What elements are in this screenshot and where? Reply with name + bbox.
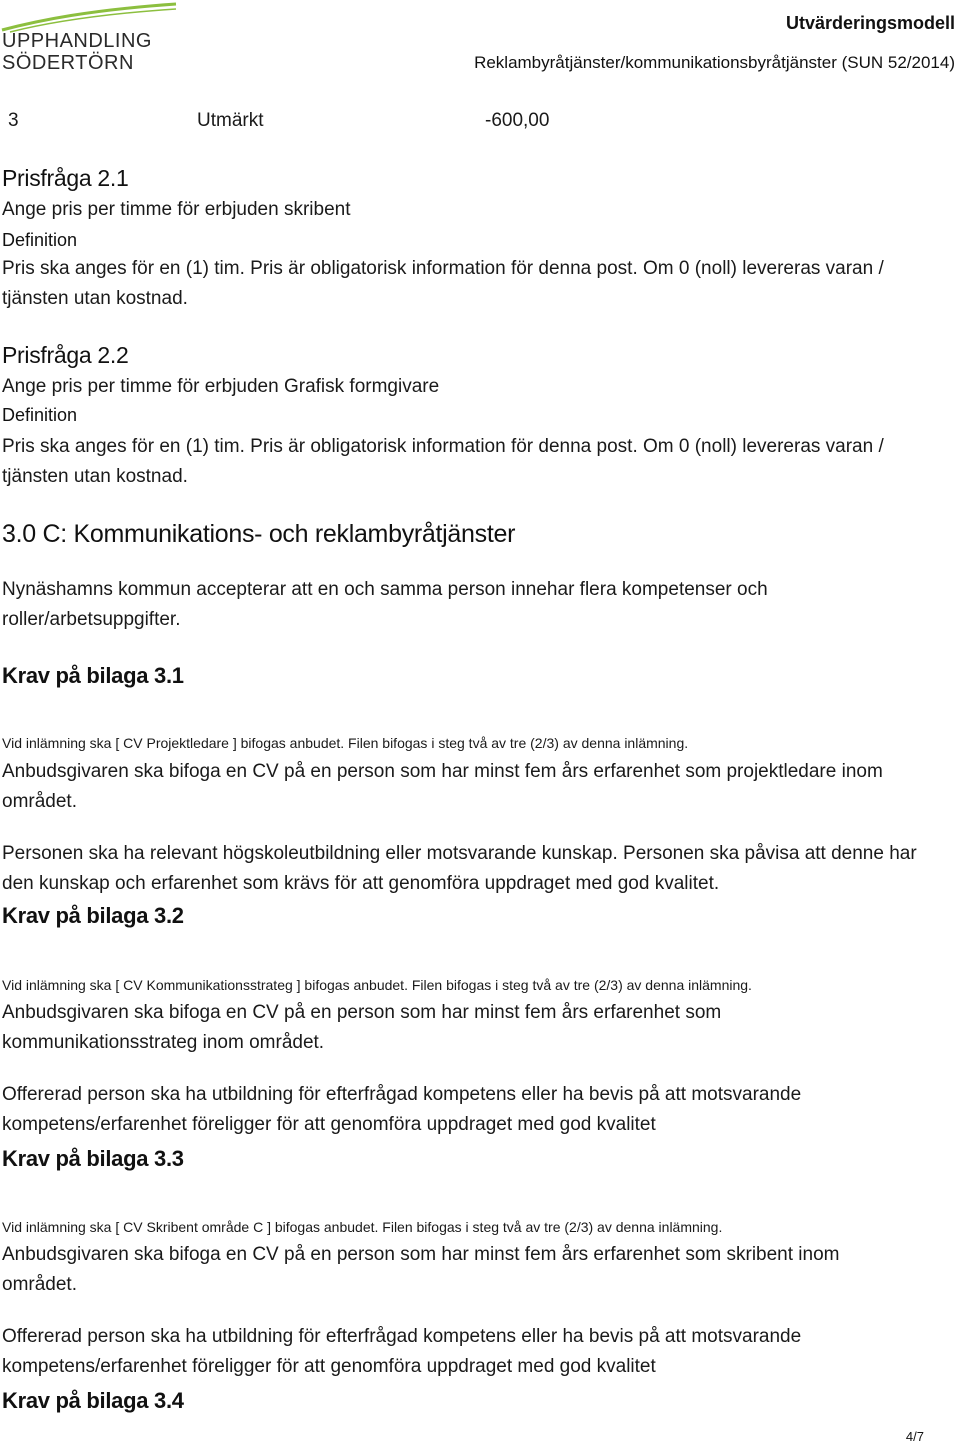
- krav-bilaga-3-2-p2-line2: kompetens/erfarenhet föreligger för att genomföra uppdraget med god kvalitet: [2, 1114, 656, 1135]
- logo-text-sodertorn: SÖDERTÖRN: [2, 52, 134, 74]
- krav-bilaga-3-3-p2-line2: kompetens/erfarenhet föreligger för att genomföra uppdraget med god kvalitet: [2, 1356, 656, 1377]
- section-intro-line2: roller/arbetsuppgifter.: [2, 609, 181, 630]
- krav-bilaga-3-1-title: Krav på bilaga 3.1: [2, 663, 184, 688]
- prisfraga-2-1-question: Ange pris per timme för erbjuden skribent: [2, 199, 351, 220]
- rating-label: Utmärkt: [197, 110, 264, 131]
- section-intro-line1: Nynäshamns kommun accepterar att en och samma person innehar flera kompetenser och: [2, 579, 768, 600]
- prisfraga-2-1-definition-line1: Pris ska anges för en (1) tim. Pris är obligatorisk information för denna post. Om 0 (noll) levereras varan /: [2, 258, 884, 279]
- krav-bilaga-3-1-p2-line2: den kunskap och erfarenhet som krävs för att genomföra uppdraget med god kvalitet.: [2, 873, 720, 894]
- prisfraga-2-2-definition-label: Definition: [2, 405, 78, 425]
- prisfraga-2-2-definition-line1: Pris ska anges för en (1) tim. Pris är obligatorisk information för denna post. Om 0 (noll) levereras varan /: [2, 436, 884, 457]
- krav-bilaga-3-1-p1-line1: Anbudsgivaren ska bifoga en CV på en person som har minst fem års erfarenhet som projektledare inom: [2, 761, 883, 782]
- krav-bilaga-3-3-title: Krav på bilaga 3.3: [2, 1146, 184, 1171]
- upphandling-sodertorn-logo: [0, 0, 170, 80]
- krav-bilaga-3-1-note: Vid inlämning ska [ CV Projektledare ] bifogas anbudet. Filen bifogas i steg två av tre (2/3) av denna inlämning.: [2, 735, 689, 751]
- rating-number: 3: [8, 110, 19, 131]
- krav-bilaga-3-3-p1-line1: Anbudsgivaren ska bifoga en CV på en person som har minst fem års erfarenhet som skribent inom: [2, 1244, 840, 1265]
- krav-bilaga-3-1-p2-line1: Personen ska ha relevant högskoleutbildning eller motsvarande kunskap. Personen ska påvisa att denne har: [2, 843, 917, 864]
- krav-bilaga-3-2-p1-line2: kommunikationsstrateg inom området.: [2, 1032, 325, 1053]
- prisfraga-2-1-definition-line2: tjänsten utan kostnad.: [2, 288, 188, 309]
- prisfraga-2-2-question: Ange pris per timme för erbjuden Grafisk formgivare: [2, 376, 440, 397]
- rating-value: -600,00: [485, 110, 550, 131]
- krav-bilaga-3-2-p1-line1: Anbudsgivaren ska bifoga en CV på en person som har minst fem års erfarenhet som: [2, 1002, 722, 1023]
- prisfraga-2-2-definition-line2: tjänsten utan kostnad.: [2, 466, 188, 487]
- prisfraga-2-2-title: Prisfråga 2.2: [2, 342, 129, 368]
- prisfraga-2-1-title: Prisfråga 2.1: [2, 165, 129, 191]
- header-title: Utvärderingsmodell: [785, 13, 955, 33]
- krav-bilaga-3-2-p2-line1: Offererad person ska ha utbildning för efterfrågad kompetens eller ha bevis på att motsvarande: [2, 1084, 802, 1105]
- section-3-0-title: 3.0 C: Kommunikations- och reklambyråtjänster: [2, 520, 516, 548]
- krav-bilaga-3-2-note: Vid inlämning ska [ CV Kommunikationsstrateg ] bifogas anbudet. Filen bifogas i steg två av tre (2/3) av denna inlämning.: [2, 977, 752, 993]
- page-number: 4/7: [905, 1429, 924, 1444]
- krav-bilaga-3-3-p2-line1: Offererad person ska ha utbildning för efterfrågad kompetens eller ha bevis på att motsvarande: [2, 1326, 802, 1347]
- krav-bilaga-3-1-p1-line2: området.: [2, 791, 77, 812]
- prisfraga-2-1-definition-label: Definition: [2, 230, 78, 250]
- krav-bilaga-3-3-p1-line2: området.: [2, 1274, 77, 1295]
- logo-text-upphandling: UPPHANDLING: [2, 30, 152, 52]
- krav-bilaga-3-4-title: Krav på bilaga 3.4: [2, 1388, 184, 1413]
- header-subtitle: Reklambyråtjänster/kommunikationsbyråtjänster (SUN 52/2014): [474, 53, 955, 72]
- krav-bilaga-3-2-title: Krav på bilaga 3.2: [2, 903, 184, 928]
- krav-bilaga-3-3-note: Vid inlämning ska [ CV Skribent område C ] bifogas anbudet. Filen bifogas i steg två av tre (2/3) av denna inlämning.: [2, 1219, 723, 1235]
